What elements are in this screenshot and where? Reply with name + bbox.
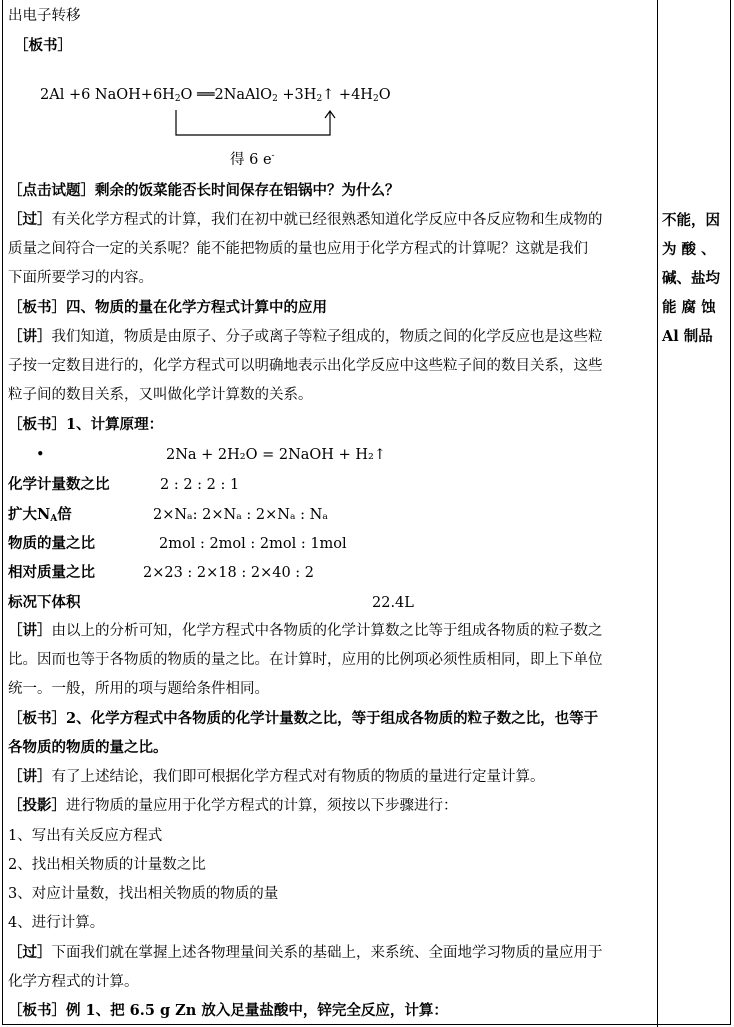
column-divider [657, 0, 658, 1027]
board-line: ［板书］2、化学方程式中各物质的化学计量数之比，等于组成各物质的粒子数之比，也等于 [8, 710, 599, 727]
electron-transfer-arrow [168, 108, 338, 140]
side-note-line: 为 酸 、 [662, 241, 716, 258]
row-label: 扩大$N_A$倍 [8, 506, 72, 524]
text-line: 出电子转移 [8, 8, 81, 24]
bullet: • [36, 447, 45, 463]
para-line: ［投影］进行物质的量应用于化学方程式的计算，须按以下步骤进行： [8, 797, 458, 814]
side-note-line: 不能，因 [662, 212, 720, 229]
para-line: 下面所要学习的内容。 [8, 270, 153, 286]
para-line: ［过］下面我们就在掌握上述各物理量间关系的基础上，来系统、全面地学习物质的量应用于 [8, 944, 603, 961]
para-line: 统一。一般，所用的项与题给条件相同。 [8, 681, 269, 697]
row-values: 2×Nₐ: 2×Nₐ : 2×Nₐ : Nₐ [153, 507, 328, 523]
electron-gain-label: 得 6 e- [230, 151, 275, 168]
side-note-line: 碱、盐均 [662, 270, 720, 287]
side-note-line: Al 制品 [662, 328, 713, 345]
row-values: 2mol : 2mol : 2mol : 1mol [159, 536, 347, 552]
row-label: 标况下体积 [8, 594, 81, 611]
para-line: 质量之间符合一定的关系呢？能不能把物质的量也应用于化学方程式的计算呢？这就是我们 [8, 241, 588, 257]
board-line: ［板书］四、物质的量在化学方程式计算中的应用 [8, 299, 327, 316]
para-line: 比。因而也等于各物质的物质的量之比。在计算时，应用的比例项必须性质相同，即上下单位 [8, 652, 603, 668]
board-line: ［板书］1、计算原理： [8, 416, 164, 433]
para-line: 化学方程式的计算。 [8, 974, 139, 990]
para-line: ［讲］由以上的分析可知，化学方程式中各物质的化学计算数之比等于组成各物质的粒子数之 [8, 622, 603, 639]
board-line: 各物质的物质的量之比。 [8, 739, 168, 756]
row-label: 相对质量之比 [8, 564, 95, 581]
para-line: 子按一定数目进行的，化学方程式可以明确地表示出化学反应中这些粒子间的数目关系，这些 [8, 358, 603, 374]
step-item: 2、找出相关物质的计量数之比 [8, 857, 206, 873]
row-values: 2×23 : 2×18 : 2×40 : 2 [143, 565, 315, 581]
reaction-row: 2Na + 2H₂O = 2NaOH + H₂↑ [166, 447, 386, 463]
equation: 2Al +6 $NaOH+6H_2O$ ══2NaAlO$_2$ $+3H_2↑ +4H_2O$ [40, 87, 391, 104]
step-item: 3、对应计量数，找出相关物质的物质的量 [8, 886, 279, 902]
para-line: ［讲］有了上述结论，我们即可根据化学方程式对有物质的物质的量进行定量计算。 [8, 768, 545, 785]
step-item: 1、写出有关反应方程式 [8, 828, 163, 844]
side-note-line: 能 腐 蚀 [662, 299, 716, 316]
para-line: ［过］有关化学方程式的计算，我们在初中就已经很熟悉知道化学反应中各反应物和生成物的 [8, 211, 603, 228]
step-item: 4、进行计算。 [8, 915, 105, 931]
question-line: ［点击试题］剩余的饭菜能否长时间保存在铝锅中？为什么？ [8, 182, 400, 199]
row-values: 22.4L [372, 595, 414, 611]
row-label: 物质的量之比 [8, 535, 95, 552]
para-line: ［讲］我们知道，物质是由原子、分子或离子等粒子组成的，物质之间的化学反应也是这些粒 [8, 328, 603, 345]
row-label: 化学计量数之比 [8, 476, 110, 493]
board-line: ［板书］例 1、把 6.5 g Zn 放入足量盐酸中，锌完全反应，计算： [8, 1002, 448, 1019]
para-line: 粒子间的数目关系，又叫做化学计算数的关系。 [8, 387, 313, 403]
board-tag: ［板书］ [14, 37, 72, 54]
row-values: 2 : 2 : 2 : 1 [160, 477, 240, 493]
